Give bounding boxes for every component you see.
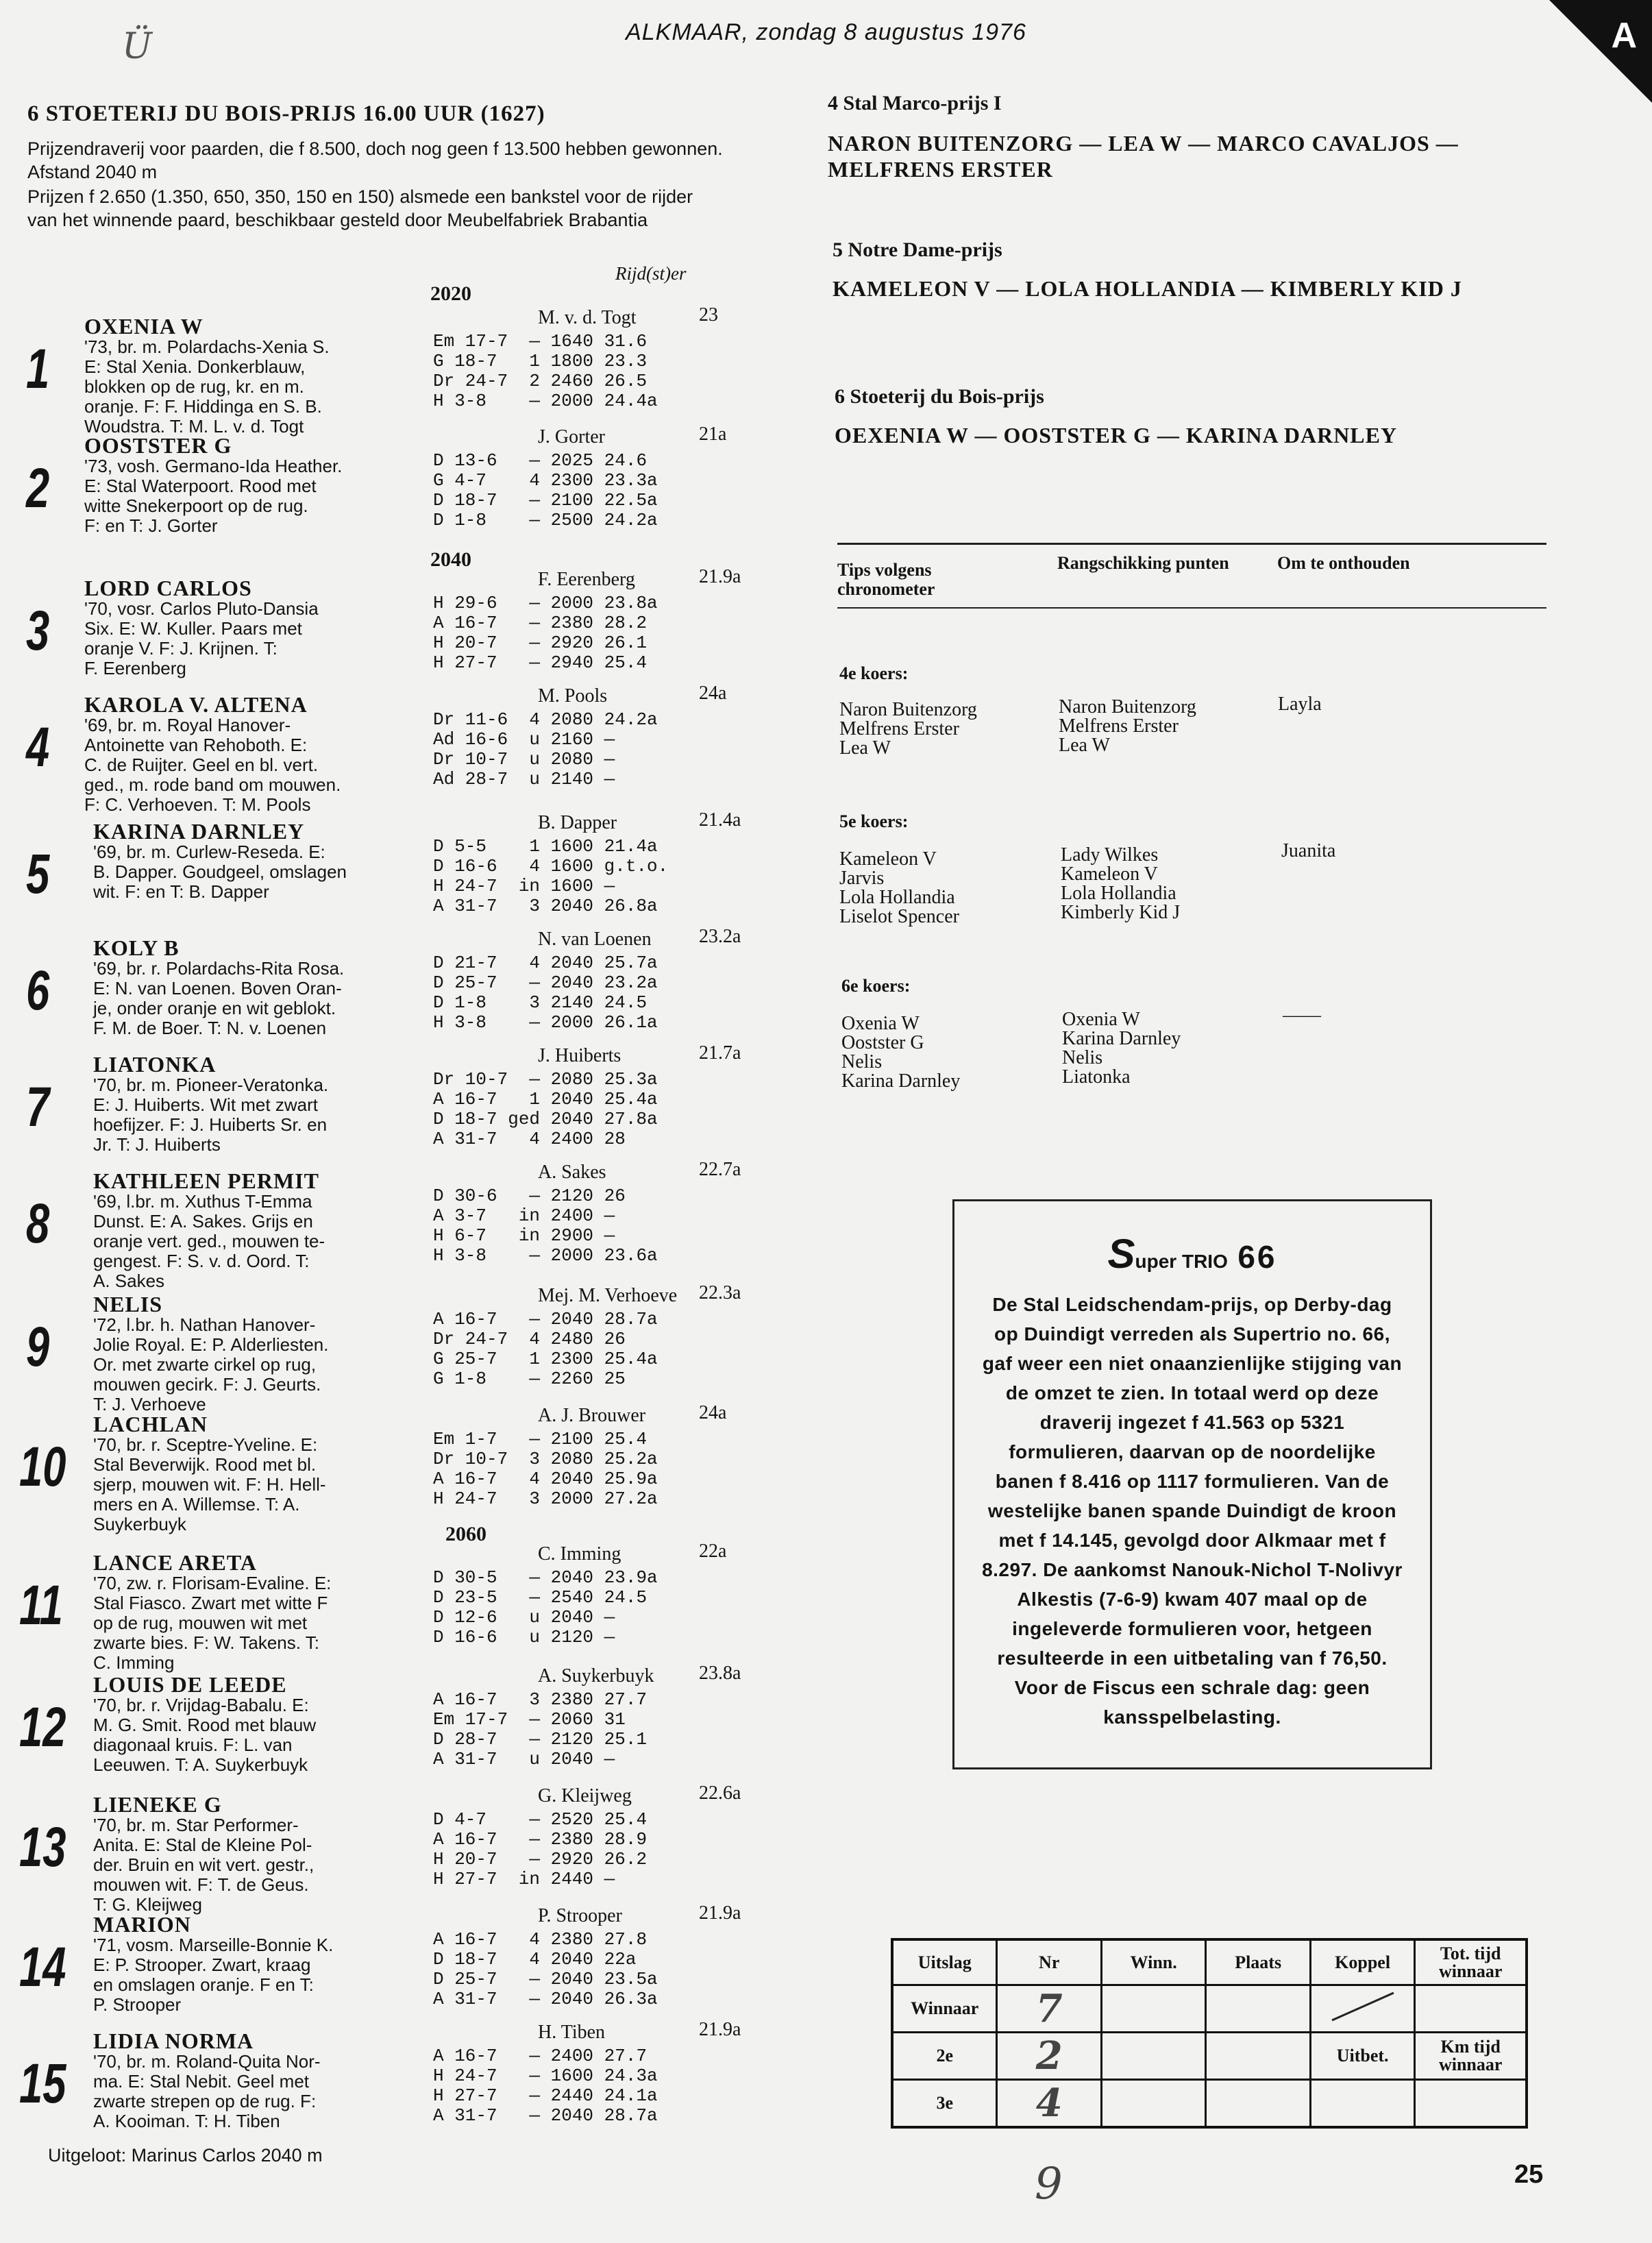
tips-koers4-onthouden: Layla bbox=[1278, 694, 1322, 715]
horse-rider: J. Gorter bbox=[538, 426, 605, 448]
horse-record: 23 bbox=[699, 304, 718, 326]
horse-name: OXENIA W bbox=[84, 314, 204, 339]
supertrio-box bbox=[952, 1199, 1432, 1769]
horse-rider: M. Pools bbox=[538, 685, 608, 707]
horse-record: 22.6a bbox=[699, 1782, 741, 1804]
tips-koers6-label: 6e koers: bbox=[841, 976, 911, 996]
horse-record: 21a bbox=[699, 424, 727, 445]
horse-record: 21.7a bbox=[699, 1042, 741, 1064]
horse-record: 23.2a bbox=[699, 926, 741, 947]
result-2e-plaats bbox=[1206, 2033, 1310, 2080]
corner-annotation: Ü bbox=[122, 26, 152, 67]
horse-rider: J. Huiberts bbox=[538, 1045, 621, 1066]
horse-name: LORD CARLOS bbox=[84, 576, 252, 600]
horse-description: '70, br. r. Sceptre-Yveline. E: Stal Beverwijk. Rood met bl. sjerp, mouwen wit. F: H. Hell- mers en A. Willemse. T: A. Suykerbuyk bbox=[93, 1434, 326, 1534]
horse-name: LIATONKA bbox=[93, 1052, 217, 1077]
tips-header-onthouden: Om te onthouden bbox=[1277, 553, 1410, 573]
page-number: 25 bbox=[1514, 2160, 1544, 2189]
horse-results: Dr 10-7 — 2080 25.3a A 16-7 1 2040 25.4a D 18-7 ged 2040 27.8a A 31-7 4 2400 28 bbox=[433, 1069, 658, 1149]
horse-results: H 29-6 — 2000 23.8a A 16-7 — 2380 28.2 H 20-7 — 2920 26.1 H 27-7 — 2940 25.4 bbox=[433, 593, 658, 673]
rider-column-header: Rijd(st)er bbox=[615, 263, 687, 284]
horse-number: 7 bbox=[26, 1076, 50, 1138]
tips-koers6-punten: Oxenia W Karina Darnley Nelis Liatonka bbox=[1062, 1009, 1181, 1088]
horse-name: KOLY B bbox=[93, 935, 180, 960]
result-winnaar-nr: 7 bbox=[997, 1985, 1101, 2033]
horse-description: '73, br. m. Polardachs-Xenia S. E: Stal Xenia. Donkerblauw, blokken op de rug, kr. en m. oranje. F: F. Hiddinga en S. B. Woudstra. T: M. L. v. d. Togt bbox=[84, 336, 330, 437]
tips-koers5-punten: Lady Wilkes Kameleon V Lola Hollandia Kimberly Kid J bbox=[1061, 844, 1181, 923]
horse-results: Em 1-7 — 2100 25.4 Dr 10-7 3 2080 25.2a A 16-7 4 2040 25.9a H 24-7 3 2000 27.2a bbox=[433, 1429, 658, 1509]
tips-koers4-punten: Naron Buitenzorg Melfrens Erster Lea W bbox=[1059, 696, 1196, 756]
race6-title: 6 Stoeterij du Bois-prijs bbox=[835, 385, 1044, 408]
horse-record: 23.8a bbox=[699, 1663, 741, 1684]
supertrio-logo-text: uper TRIO bbox=[1135, 1251, 1228, 1272]
horse-rider: A. Suykerbuyk bbox=[538, 1665, 654, 1687]
horse-number: 8 bbox=[26, 1192, 50, 1255]
tips-top-rule bbox=[837, 543, 1546, 545]
result-winnaar-plaats bbox=[1206, 1985, 1310, 2033]
horse-results: D 13-6 — 2025 24.6 G 4-7 4 2300 23.3a D 18-7 — 2100 22.5a D 1-8 — 2500 24.2a bbox=[433, 450, 658, 530]
horse-description: '71, vosm. Marseille-Bonnie K. E: P. Strooper. Zwart, kraag en omslagen oranje. F en T: P. Strooper bbox=[93, 1935, 334, 2015]
horse-results: A 16-7 4 2380 27.8 D 18-7 4 2040 22a D 25-7 — 2040 23.5a A 31-7 — 2040 26.3a bbox=[433, 1929, 658, 2009]
result-3e-nr: 4 bbox=[997, 2080, 1101, 2128]
horse-rider: M. v. d. Togt bbox=[538, 307, 637, 328]
result-header-koppel: Koppel bbox=[1310, 1939, 1414, 1985]
tips-koers4-label: 4e koers: bbox=[839, 663, 909, 683]
result-2e-winn bbox=[1101, 2033, 1205, 2080]
footnote-uitgeloot: Uitgeloot: Marinus Carlos 2040 m bbox=[48, 2145, 323, 2166]
result-label-3e: 3e bbox=[892, 2080, 997, 2128]
result-table bbox=[891, 1938, 1528, 2129]
result-row-3e bbox=[892, 2080, 1527, 2128]
result-uitbet-label: Uitbet. bbox=[1310, 2033, 1414, 2080]
horse-rider: H. Tiben bbox=[538, 2022, 606, 2043]
horse-number: 6 bbox=[26, 959, 50, 1022]
horse-results: D 30-5 — 2040 23.9a D 23-5 — 2540 24.5 D 12-6 u 2040 — D 16-6 u 2120 — bbox=[433, 1567, 658, 1647]
distance-2040: 2040 bbox=[430, 548, 471, 571]
distance-2020: 2020 bbox=[430, 282, 471, 305]
race4-title: 4 Stal Marco-prijs I bbox=[828, 92, 1002, 114]
horse-description: '69, br. r. Polardachs-Rita Rosa. E: N. van Loenen. Boven Oran- je, onder oranje en wit geblokt. F. M. de Boer. T: N. v. Loenen bbox=[93, 958, 345, 1038]
horse-rider: A. J. Brouwer bbox=[538, 1405, 646, 1426]
horse-number: 1 bbox=[26, 338, 50, 400]
horse-number: 5 bbox=[26, 843, 50, 905]
result-header-row bbox=[892, 1939, 1527, 1985]
tips-koers5-chrono: Kameleon V Jarvis Lola Hollandia Liselot Spencer bbox=[839, 848, 959, 927]
result-3e-winn bbox=[1101, 2080, 1205, 2128]
horse-rider: A. Sakes bbox=[538, 1162, 606, 1183]
horse-results: A 16-7 3 2380 27.7 Em 17-7 — 2060 31 D 28-7 — 2120 25.1 A 31-7 u 2040 — bbox=[433, 1689, 648, 1769]
tips-header-rule bbox=[837, 607, 1546, 609]
race-intro-conditions: Prijzendraverij voor paarden, die f 8.500, doch nog geen f 13.500 hebben gewonnen. Afstand 2040 m bbox=[27, 138, 723, 182]
tips-header-punten: Rangschikking punten bbox=[1057, 553, 1229, 573]
horse-number: 3 bbox=[26, 600, 50, 662]
horse-description: '70, br. r. Vrijdag-Babalu. E: M. G. Smit. Rood met blauw diagonaal kruis. F: L. van Leeuwen. T: A. Suykerbuyk bbox=[93, 1695, 317, 1775]
result-header-nr: Nr bbox=[997, 1939, 1101, 1985]
result-winnaar-koppel bbox=[1310, 1985, 1414, 2033]
horse-name: LIENEKE G bbox=[93, 1792, 222, 1817]
race4-program: NARON BUITENZORG — LEA W — MARCO CAVALJOS — MELFRENS ERSTER bbox=[828, 131, 1459, 182]
horse-number: 9 bbox=[26, 1316, 50, 1378]
horse-results: Dr 11-6 4 2080 24.2a Ad 16-6 u 2160 — Dr 10-7 u 2080 — Ad 28-7 u 2140 — bbox=[433, 709, 658, 789]
horse-number: 10 bbox=[19, 1436, 66, 1498]
tips-koers5-label: 5e koers: bbox=[839, 811, 909, 831]
horse-rider: B. Dapper bbox=[538, 812, 617, 833]
horse-record: 22.3a bbox=[699, 1282, 741, 1303]
horse-description: '70, zw. r. Florisam-Evaline. E: Stal Fiasco. Zwart met witte F op de rug, mouwen wit met zwarte bies. F: W. Takens. T: C. Imming bbox=[93, 1573, 332, 1673]
tips-koers5-onthouden: Juanita bbox=[1281, 840, 1336, 861]
supertrio-number: 66 bbox=[1237, 1239, 1277, 1275]
horse-description: '69, br. m. Curlew-Reseda. E: B. Dapper. Goudgeel, omslagen wit. F: en T: B. Dapper bbox=[93, 842, 347, 902]
handwritten-fourth-number: 9 bbox=[1035, 2159, 1063, 2209]
race5-program: KAMELEON V — LOLA HOLLANDIA — KIMBERLY KID J bbox=[833, 276, 1462, 301]
result-3e-plaats bbox=[1206, 2080, 1310, 2128]
horse-rider: C. Imming bbox=[538, 1543, 621, 1565]
result-winnaar-tijd bbox=[1415, 1985, 1527, 2033]
horse-rider: P. Strooper bbox=[538, 1905, 622, 1926]
horse-number: 12 bbox=[19, 1696, 66, 1758]
koppel-slash-mark bbox=[1325, 1989, 1401, 2024]
result-2e-nr: 2 bbox=[997, 2033, 1101, 2080]
distance-2060: 2060 bbox=[445, 1523, 486, 1545]
horse-description: '72, l.br. h. Nathan Hanover- Jolie Royal. E: P. Alderliesten. Or. met zwarte cirkel op rug, mouwen gecirk. F: J. Geurts. T: J. Verhoeve bbox=[93, 1314, 329, 1414]
horse-name: NELIS bbox=[93, 1292, 163, 1316]
horse-name: LIDIA NORMA bbox=[93, 2028, 254, 2053]
race5-title: 5 Notre Dame-prijs bbox=[833, 238, 1002, 261]
horse-description: '69, l.br. m. Xuthus T-Emma Dunst. E: A. Sakes. Grijs en oranje vert. ged., mouwen te- gengest. F: S. v. d. Oord. T: A. Sakes bbox=[93, 1191, 325, 1291]
horse-number: 11 bbox=[19, 1574, 63, 1637]
horse-number: 13 bbox=[19, 1816, 66, 1878]
horse-record: 21.9a bbox=[699, 2019, 741, 2040]
horse-rider: G. Kleijweg bbox=[538, 1785, 632, 1806]
horse-record: 24a bbox=[699, 683, 727, 704]
result-header-winn: Winn. bbox=[1101, 1939, 1205, 1985]
race-intro-prizes: Prijzen f 2.650 (1.350, 650, 350, 150 en 150) alsmede een bankstel voor de rijder van het winnende paard, beschikbaar gesteld door Meubelfabriek Brabantia bbox=[27, 186, 693, 230]
result-3e-tijd bbox=[1415, 2080, 1527, 2128]
result-km-tijd-label: Km tijd winnaar bbox=[1415, 2033, 1527, 2080]
result-row-2e bbox=[892, 2033, 1527, 2080]
tips-koers6-onthouden: —— bbox=[1283, 1005, 1321, 1026]
horse-rider: Mej. M. Verhoeve bbox=[538, 1285, 678, 1306]
horse-record: 22a bbox=[699, 1541, 727, 1562]
race-title: 6 STOETERIJ DU BOIS-PRIJS 16.00 UUR (1627) bbox=[27, 101, 545, 126]
horse-description: '70, br. m. Star Performer- Anita. E: Stal de Kleine Pol- der. Bruin en wit vert. gestr., mouwen wit. F: T. de Geus. T: G. Kleijweg bbox=[93, 1815, 315, 1915]
result-3e-koppel bbox=[1310, 2080, 1414, 2128]
horse-description: '70, vosr. Carlos Pluto-Dansia Six. E: W. Kuller. Paars met oranje V. F: J. Krijnen. T: F. Eerenberg bbox=[84, 598, 319, 678]
race6-program: OEXENIA W — OOSTSTER G — KARINA DARNLEY bbox=[835, 423, 1398, 448]
horse-name: KATHLEEN PERMIT bbox=[93, 1168, 319, 1193]
result-label-winnaar: Winnaar bbox=[892, 1985, 997, 2033]
horse-description: '69, br. m. Royal Hanover- Antoinette van Rehoboth. E: C. de Ruijter. Geel en bl. vert. ged., m. rode band om mouwen. F: C. Verhoeven. T: M. Pools bbox=[84, 715, 341, 815]
horse-description: '70, br. m. Roland-Quita Nor- ma. E: Stal Nebit. Geel met zwarte strepen op de rug. F: A. Kooiman. T: H. Tiben bbox=[93, 2051, 321, 2131]
horse-record: 22.7a bbox=[699, 1159, 741, 1180]
supertrio-logo bbox=[954, 1230, 1430, 1277]
supertrio-logo-s: S bbox=[1107, 1231, 1135, 1277]
horse-results: A 16-7 — 2040 28.7a Dr 24-7 4 2480 26 G 25-7 1 2300 25.4a G 1-8 — 2260 25 bbox=[433, 1309, 658, 1389]
corner-letter: A bbox=[1611, 16, 1637, 56]
horse-number: 2 bbox=[26, 457, 50, 519]
result-winnaar-winn bbox=[1101, 1985, 1205, 2033]
result-header-tot-tijd: Tot. tijd winnaar bbox=[1415, 1939, 1527, 1985]
horse-record: 21.9a bbox=[699, 566, 741, 587]
horse-description: '73, vosh. Germano-Ida Heather. E: Stal Waterpoort. Rood met witte Snekerpoort op de rug. F: en T: J. Gorter bbox=[84, 456, 343, 536]
tips-koers6-chrono: Oxenia W Oostster G Nelis Karina Darnley bbox=[841, 1013, 961, 1092]
horse-record: 21.4a bbox=[699, 809, 741, 831]
result-header-uitslag: Uitslag bbox=[892, 1939, 997, 1985]
horse-results: A 16-7 — 2400 27.7 H 24-7 — 1600 24.3a H 27-7 — 2440 24.1a A 31-7 — 2040 28.7a bbox=[433, 2046, 658, 2126]
horse-name: KARINA DARNLEY bbox=[93, 819, 305, 844]
result-header-plaats: Plaats bbox=[1206, 1939, 1310, 1985]
page-header-date: ALKMAAR, zondag 8 augustus 1976 bbox=[626, 19, 1026, 45]
horse-rider: N. van Loenen bbox=[538, 929, 652, 950]
horse-number: 14 bbox=[19, 1936, 66, 1998]
horse-name: LANCE ARETA bbox=[93, 1550, 257, 1575]
horse-description: '70, br. m. Pioneer-Veratonka. E: J. Huiberts. Wit met zwart hoefijzer. F: J. Huiberts Sr. en Jr. T: J. Huiberts bbox=[93, 1075, 329, 1155]
tips-koers4-chrono: Naron Buitenzorg Melfrens Erster Lea W bbox=[839, 699, 977, 759]
horse-results: D 30-6 — 2120 26 A 3-7 in 2400 — H 6-7 in 2900 — H 3-8 — 2000 23.6a bbox=[433, 1186, 658, 1266]
horse-record: 24a bbox=[699, 1402, 727, 1423]
horse-results: D 21-7 4 2040 25.7a D 25-7 — 2040 23.2a D 1-8 3 2140 24.5 H 3-8 — 2000 26.1a bbox=[433, 953, 658, 1033]
horse-results: D 5-5 1 1600 21.4a D 16-6 4 1600 g.t.o. H 24-7 in 1600 — A 31-7 3 2040 26.8a bbox=[433, 836, 669, 916]
horse-record: 21.9a bbox=[699, 1902, 741, 1924]
horse-name: OOSTSTER G bbox=[84, 433, 232, 458]
horse-name: KAROLA V. ALTENA bbox=[84, 692, 308, 717]
tips-header-chrono: Tips volgens chronometer bbox=[837, 560, 935, 599]
horse-number: 15 bbox=[19, 2052, 66, 2115]
result-row-winnaar bbox=[892, 1985, 1527, 2033]
horse-name: LOUIS DE LEEDE bbox=[93, 1672, 287, 1697]
horse-rider: F. Eerenberg bbox=[538, 569, 635, 590]
horse-name: LACHLAN bbox=[93, 1412, 208, 1436]
horse-results: Em 17-7 — 1640 31.6 G 18-7 1 1800 23.3 Dr 24-7 2 2460 26.5 H 3-8 — 2000 24.4a bbox=[433, 331, 658, 411]
horse-number: 4 bbox=[26, 716, 50, 779]
horse-name: MARION bbox=[93, 1912, 191, 1937]
supertrio-text: De Stal Leidschendam-prijs, op Derby-dag op Duindigt verreden als Supertrio no. 66, gaf weer een niet onaanzienlijke stijging van de omzet te zien. In totaal werd op deze draverij ingezet f 41.563 op 5321 formulieren, daarvan op de noordelijke banen f 8.416 op 1117 formulieren. Van de westelijke banen spande Duindigt de kroon met f 14.145, gevolgd door Alkmaar met f 8.297. De aankomst Nanouk-Nichol T-Nolivyr Alkestis (7-6-9) kwam 407 maal op de ingeleverde formulieren voor, hetgeen resulteerde in een uitbetaling van f 76,50. Voor de Fiscus een schrale dag: geen kansspelbelasting. bbox=[982, 1294, 1403, 1728]
result-label-2e: 2e bbox=[892, 2033, 997, 2080]
horse-results: D 4-7 — 2520 25.4 A 16-7 — 2380 28.9 H 20-7 — 2920 26.2 H 27-7 in 2440 — bbox=[433, 1809, 648, 1889]
